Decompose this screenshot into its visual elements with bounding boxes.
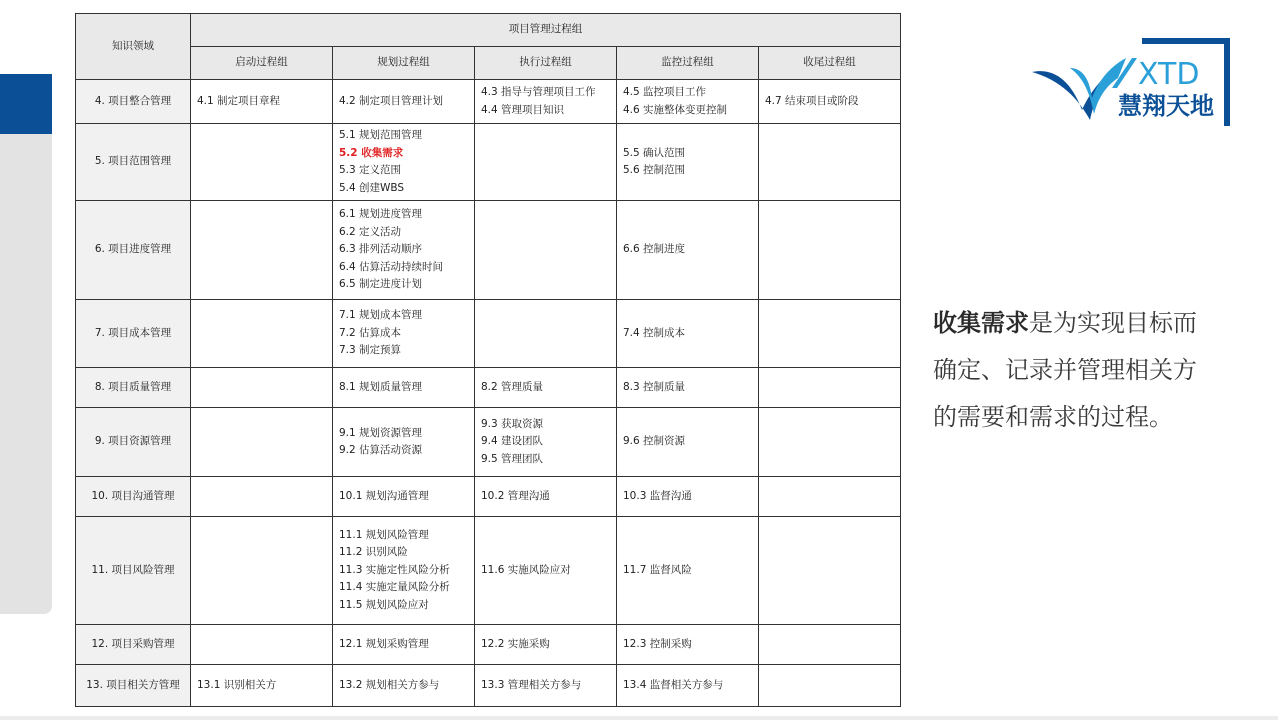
- process-item: 11.7 监督风险: [623, 563, 692, 576]
- cell-initiating: [191, 625, 333, 665]
- bottom-strip: [0, 716, 1278, 720]
- knowledge-area-label: 7. 项目成本管理: [76, 300, 191, 368]
- process-item: 9.3 获取资源: [481, 417, 544, 430]
- cell-planning: [333, 80, 475, 124]
- cell-planning: [333, 201, 475, 300]
- cell-closing: [759, 201, 901, 300]
- process-item: 11.6 实施风险应对: [481, 563, 571, 576]
- process-item: 7.2 估算成本: [339, 326, 402, 339]
- process-item: 9.1 规划资源管理: [339, 426, 423, 439]
- cell-planning: [333, 368, 475, 408]
- process-item: 12.1 规划采购管理: [339, 637, 429, 650]
- process-item: 4.7 结束项目或阶段: [765, 94, 859, 107]
- process-item: 13.4 监督相关方参与: [623, 678, 724, 691]
- svg-text:慧翔天地: 慧翔天地: [1118, 92, 1214, 120]
- definition-term: 收集需求: [933, 309, 1029, 337]
- process-item: 5.6 控制范围: [623, 164, 686, 176]
- process-item: 4.4 管理项目知识: [481, 103, 565, 116]
- column-header-closing: 收尾过程组: [759, 47, 901, 80]
- knowledge-area-label: 8. 项目质量管理: [76, 368, 191, 408]
- process-item: 7.1 规划成本管理: [339, 309, 423, 322]
- cell-closing: [759, 80, 901, 124]
- cell-initiating: [191, 408, 333, 477]
- knowledge-area-label: 11. 项目风险管理: [76, 517, 191, 625]
- cell-planning: [333, 625, 475, 665]
- cell-closing: [759, 477, 901, 517]
- process-item: 6.2 定义活动: [339, 225, 402, 238]
- cell-initiating: [191, 80, 333, 124]
- process-item: 9.5 管理团队: [481, 452, 544, 465]
- knowledge-area-label: 13. 项目相关方管理: [76, 665, 191, 707]
- table-row: [76, 517, 901, 625]
- process-item: 8.3 控制质量: [623, 380, 686, 393]
- process-item: 6.4 估算活动持续时间: [339, 260, 444, 273]
- cell-executing: [475, 665, 617, 707]
- cell-planning: [333, 124, 475, 201]
- cell-executing: [475, 408, 617, 477]
- process-item: 5.1 规划范围管理: [339, 129, 423, 141]
- column-header-monitoring: 监控过程组: [617, 47, 759, 80]
- process-item: 9.2 估算活动资源: [339, 444, 423, 456]
- cell-closing: [759, 517, 901, 625]
- cell-monitoring: [617, 80, 759, 124]
- process-item: 6.3 排列活动顺序: [339, 243, 423, 256]
- cell-executing: [475, 300, 617, 368]
- svg-text:XTD: XTD: [1138, 57, 1200, 92]
- cell-initiating: [191, 477, 333, 517]
- cell-executing: [475, 517, 617, 625]
- column-header-planning: 规划过程组: [333, 47, 475, 80]
- cell-executing: [475, 477, 617, 517]
- cell-initiating: [191, 517, 333, 625]
- table-row: [76, 124, 901, 201]
- cell-monitoring: [617, 408, 759, 477]
- process-item: 4.3 指导与管理项目工作: [481, 86, 596, 98]
- process-item: 5.5 确认范围: [623, 146, 686, 159]
- side-panel: [0, 74, 52, 614]
- side-accent-bar: [0, 74, 52, 134]
- cell-initiating: [191, 300, 333, 368]
- cell-executing: [475, 80, 617, 124]
- process-item: 7.3 制定预算: [339, 344, 402, 357]
- process-item: 9.6 控制资源: [623, 435, 686, 448]
- cell-initiating: [191, 665, 333, 707]
- knowledge-area-header: 知识领域: [76, 14, 191, 80]
- knowledge-area-label: 4. 项目整合管理: [76, 80, 191, 124]
- cell-monitoring: [617, 517, 759, 625]
- cell-monitoring: [617, 368, 759, 408]
- knowledge-area-label: 12. 项目采购管理: [76, 625, 191, 665]
- cell-monitoring: [617, 124, 759, 201]
- cell-planning: [333, 300, 475, 368]
- table-row: [76, 300, 901, 368]
- table-row: [76, 408, 901, 477]
- table-row: [76, 368, 901, 408]
- process-item: 10.3 监督沟通: [623, 489, 692, 502]
- cell-monitoring: [617, 201, 759, 300]
- process-item: 6.1 规划进度管理: [339, 208, 423, 221]
- definition-body: 是为实现目标而确定、记录并管理相关方的需要和需求的过程。: [933, 309, 1197, 431]
- highlighted-process: 5.2 收集需求: [339, 146, 404, 159]
- process-item: 12.2 实施采购: [481, 637, 550, 650]
- cell-closing: [759, 625, 901, 665]
- process-item: 13.1 识别相关方: [197, 678, 277, 691]
- process-item: 6.5 制定进度计划: [339, 278, 423, 291]
- column-header-executing: 执行过程组: [475, 47, 617, 80]
- cell-executing: [475, 201, 617, 300]
- table-row: [76, 625, 901, 665]
- process-item: 8.1 规划质量管理: [339, 380, 423, 393]
- process-group-table: [75, 13, 901, 707]
- process-groups-header: 项目管理过程组: [191, 14, 901, 47]
- cell-planning: [333, 408, 475, 477]
- table-row: [76, 665, 901, 707]
- process-item: 5.4 创建WBS: [339, 181, 405, 194]
- process-item: 6.6 控制进度: [623, 243, 686, 256]
- knowledge-area-label: 5. 项目范围管理: [76, 124, 191, 201]
- cell-planning: [333, 477, 475, 517]
- process-item: 13.3 管理相关方参与: [481, 678, 582, 691]
- process-item: 11.2 识别风险: [339, 546, 408, 559]
- cell-initiating: [191, 201, 333, 300]
- process-item: 5.3 定义范围: [339, 164, 402, 176]
- definition-text: [933, 300, 1218, 441]
- logo-mark-icon: [1030, 38, 1235, 130]
- process-item: 11.3 实施定性风险分析: [339, 563, 450, 576]
- cell-executing: [475, 368, 617, 408]
- process-item: 7.4 控制成本: [623, 326, 686, 339]
- process-item: 9.4 建设团队: [481, 435, 544, 448]
- knowledge-area-label: 9. 项目资源管理: [76, 408, 191, 477]
- cell-closing: [759, 408, 901, 477]
- cell-monitoring: [617, 477, 759, 517]
- column-header-initiating: 启动过程组: [191, 47, 333, 80]
- process-item: 4.2 制定项目管理计划: [339, 94, 444, 107]
- process-item: 4.5 监控项目工作: [623, 86, 707, 98]
- table-row: [76, 477, 901, 517]
- process-item: 10.1 规划沟通管理: [339, 489, 429, 502]
- process-item: 4.6 实施整体变更控制: [623, 103, 728, 116]
- cell-executing: [475, 124, 617, 201]
- cell-closing: [759, 124, 901, 201]
- process-item: 13.2 规划相关方参与: [339, 678, 440, 691]
- cell-closing: [759, 300, 901, 368]
- cell-initiating: [191, 124, 333, 201]
- cell-executing: [475, 625, 617, 665]
- knowledge-area-label: 6. 项目进度管理: [76, 201, 191, 300]
- cell-monitoring: [617, 300, 759, 368]
- process-item: 8.2 管理质量: [481, 380, 544, 393]
- cell-closing: [759, 665, 901, 707]
- process-item: 11.1 规划风险管理: [339, 528, 429, 541]
- cell-planning: [333, 665, 475, 707]
- knowledge-area-label: 10. 项目沟通管理: [76, 477, 191, 517]
- cell-monitoring: [617, 625, 759, 665]
- process-item: 11.5 规划风险应对: [339, 598, 429, 611]
- process-item: 12.3 控制采购: [623, 637, 692, 650]
- cell-planning: [333, 517, 475, 625]
- process-item: 4.1 制定项目章程: [197, 94, 281, 107]
- company-logo: [1030, 38, 1235, 130]
- table-row: [76, 80, 901, 124]
- process-item: 11.4 实施定量风险分析: [339, 581, 450, 594]
- process-item: 10.2 管理沟通: [481, 489, 550, 502]
- cell-closing: [759, 368, 901, 408]
- table-row: [76, 201, 901, 300]
- cell-initiating: [191, 368, 333, 408]
- cell-monitoring: [617, 665, 759, 707]
